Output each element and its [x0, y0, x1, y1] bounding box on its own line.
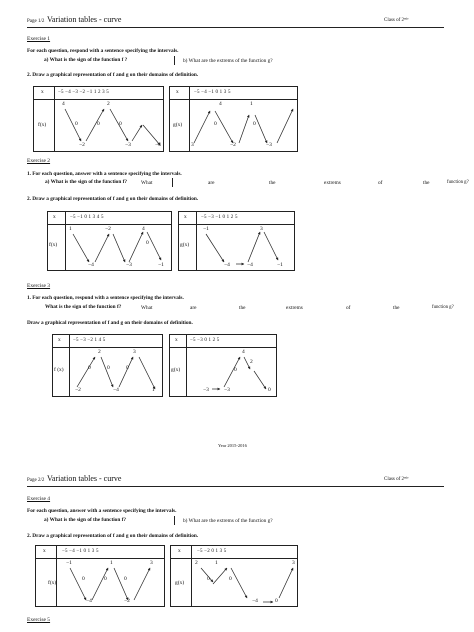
value: −1: [158, 262, 164, 268]
ex4-question-b: b) What are the extrems of the function g?: [183, 518, 273, 524]
function-label: f(x): [49, 242, 58, 248]
x-label: x: [58, 337, 61, 343]
value: −3: [266, 142, 272, 148]
value: 0: [146, 240, 149, 246]
text-cursor: [174, 56, 175, 65]
page-label: Page 1/2: [27, 19, 45, 24]
value: 0: [107, 365, 110, 371]
value: −4: [155, 142, 161, 148]
x-label: x: [176, 89, 179, 95]
ex1-instruction: For each question, respond with a sentence specifying the intervals.: [27, 48, 179, 54]
value: −2: [124, 598, 130, 604]
value: 0: [124, 576, 127, 582]
x-values-row: −5 −3 0 1 2 5: [190, 338, 220, 343]
ex2-variation-table-f: [47, 211, 172, 271]
question-word: are: [190, 305, 197, 311]
function-label: f(x): [48, 580, 57, 586]
ex2-variation-table-g: [178, 211, 295, 271]
value: 3: [292, 560, 295, 566]
value: −1: [66, 560, 72, 566]
value: 3: [260, 226, 263, 232]
ex4-question-a: a) What is the sign of the function f?: [44, 517, 127, 523]
function-label: g(x): [180, 242, 190, 248]
value: 1: [152, 387, 155, 393]
text-cursor: [174, 516, 175, 525]
value: 1: [110, 560, 113, 566]
value: 0: [119, 121, 122, 127]
year-footer: Year 2015-2016: [218, 443, 247, 448]
value: −4: [113, 387, 119, 393]
ex2-draw-instruction: 2. Draw a graphical representation of f and g on their domains of definition.: [27, 196, 199, 202]
x-label: x: [53, 214, 56, 220]
value: 0: [207, 576, 210, 582]
value: 3: [150, 560, 153, 566]
value: 0: [75, 121, 78, 127]
ex3-instruction: 1. For each question, respond with a sentence specifying the intervals.: [27, 295, 184, 301]
x-values-row: −5 −1 0 1 3 4 5: [70, 215, 104, 220]
question-word: What: [141, 305, 153, 311]
value: 0: [82, 576, 85, 582]
page-title: Variation tables - curve: [47, 474, 122, 483]
value: 4: [62, 101, 65, 107]
x-label: x: [178, 548, 181, 554]
exercise-3-heading: Exercise 3: [27, 283, 51, 289]
value: −3: [125, 142, 131, 148]
value: 1: [215, 560, 218, 566]
header-rule: [27, 486, 444, 487]
ex4-variation-table-g: [170, 545, 298, 607]
value: 0: [253, 121, 256, 127]
variation-arrows: [191, 558, 299, 608]
class-label: Class of 2ⁿᵈᵉ: [384, 477, 409, 482]
question-word: of: [346, 305, 351, 311]
value: 0: [214, 121, 217, 127]
question-word: What: [141, 180, 153, 186]
function-label: g(x): [171, 367, 181, 373]
question-word: are: [208, 180, 215, 186]
function-label: f (x): [54, 367, 64, 373]
ex4-variation-table-f: [35, 545, 165, 607]
header-rule: [27, 27, 444, 28]
value: −1: [203, 226, 209, 232]
variation-arrows: [65, 224, 173, 271]
value: −3: [224, 387, 230, 393]
value: −4: [252, 598, 258, 604]
value: 0: [104, 576, 107, 582]
value: 0: [268, 387, 271, 393]
question-word: function g?: [432, 305, 454, 310]
variation-arrows: [186, 347, 278, 397]
x-label: x: [43, 548, 46, 554]
value: 3: [191, 142, 194, 148]
x-values-row: −5 −2 0 1 3 5: [197, 549, 227, 554]
value: 0: [275, 598, 278, 604]
question-word: the: [393, 305, 400, 311]
question-word: of: [378, 180, 383, 186]
page-label: Page 2/2: [27, 478, 45, 483]
value: 2: [250, 359, 253, 365]
value: −1: [277, 262, 283, 268]
value: 4: [219, 101, 222, 107]
value: −4: [88, 262, 94, 268]
exercise-2-heading: Exercise 2: [27, 158, 51, 164]
value: −4: [247, 262, 253, 268]
value: 1: [250, 101, 253, 107]
ex1-variation-table-g: [169, 86, 298, 152]
value: 0: [234, 367, 237, 373]
ex1-question-a: a) What is the sign of the function f ?: [44, 57, 128, 63]
value: 4: [242, 349, 245, 355]
value: 2: [107, 101, 110, 107]
value: −3: [126, 262, 132, 268]
x-values-row: −5 −3 −2 1 4 5: [73, 338, 106, 343]
class-label: Class of 2ⁿᵈᵉ: [384, 18, 409, 23]
exercise-5-heading: Exercise 5: [27, 617, 51, 623]
value: 0: [88, 365, 91, 371]
ex3-variation-table-f: [52, 334, 163, 397]
ex1-draw-instruction: 2. Draw a graphical representation of f and g on their domains of definition.: [27, 72, 199, 78]
value: 4: [142, 226, 145, 232]
value: 0: [97, 121, 100, 127]
value: −2: [75, 387, 81, 393]
x-values-row: −5 −4 −1 0 1 3 5: [62, 549, 99, 554]
question-word: the: [423, 180, 430, 186]
value: −4: [224, 262, 230, 268]
question-word: function g?: [447, 180, 469, 185]
variation-arrows: [189, 99, 299, 152]
question-word: extrems: [324, 180, 341, 186]
text-cursor: [172, 178, 173, 187]
value: −2: [79, 142, 85, 148]
ex4-draw-instruction: 2. Draw a graphical representation of f and g on their domains of definition.: [27, 533, 199, 539]
ex4-instruction: For each question, answer with a sentence specifying the intervals.: [27, 508, 177, 514]
x-values-row: −5 −3 −1 0 1 2 5: [201, 215, 238, 220]
ex1-variation-table-f: [33, 86, 164, 152]
page-title: Variation tables - curve: [47, 15, 122, 24]
value: −2: [105, 226, 111, 232]
value: 3: [133, 349, 136, 355]
ex2-question-a: a) What is the sign of the function f?: [45, 179, 128, 185]
ex3-question-a: What is the sign of the function f?: [45, 304, 122, 310]
function-label: g(x): [173, 122, 183, 128]
x-values-row: −5 −4 −3 −2 −1 1 2 3 5: [58, 90, 109, 95]
value: −4: [86, 598, 92, 604]
value: −3: [203, 387, 209, 393]
x-values-row: −5 −4 −1 0 1 3 5: [194, 90, 231, 95]
value: 0: [126, 365, 129, 371]
ex2-instruction: 1. For each question, answer with a sentence specifying the intervals.: [27, 171, 182, 177]
value: 0: [229, 576, 232, 582]
x-label: x: [41, 89, 44, 95]
value: 2: [98, 349, 101, 355]
x-label: x: [184, 214, 187, 220]
value: 1: [69, 226, 72, 232]
value: −2: [230, 142, 236, 148]
x-label: x: [175, 337, 178, 343]
function-label: f(x): [38, 122, 47, 128]
question-word: the: [239, 305, 246, 311]
function-label: g(x): [175, 580, 185, 586]
ex3-variation-table-g: [169, 334, 277, 397]
ex1-question-b: b) What are the extrems of the function g?: [183, 58, 273, 64]
ex3-draw-instruction: Draw a graphical representation of f and g on their domains of definition.: [27, 320, 193, 326]
exercise-1-heading: Exercise 1: [27, 36, 51, 42]
question-word: extrems: [286, 305, 303, 311]
question-word: the: [269, 180, 276, 186]
value: 2: [195, 560, 198, 566]
exercise-4-heading: Exercise 4: [27, 496, 51, 502]
